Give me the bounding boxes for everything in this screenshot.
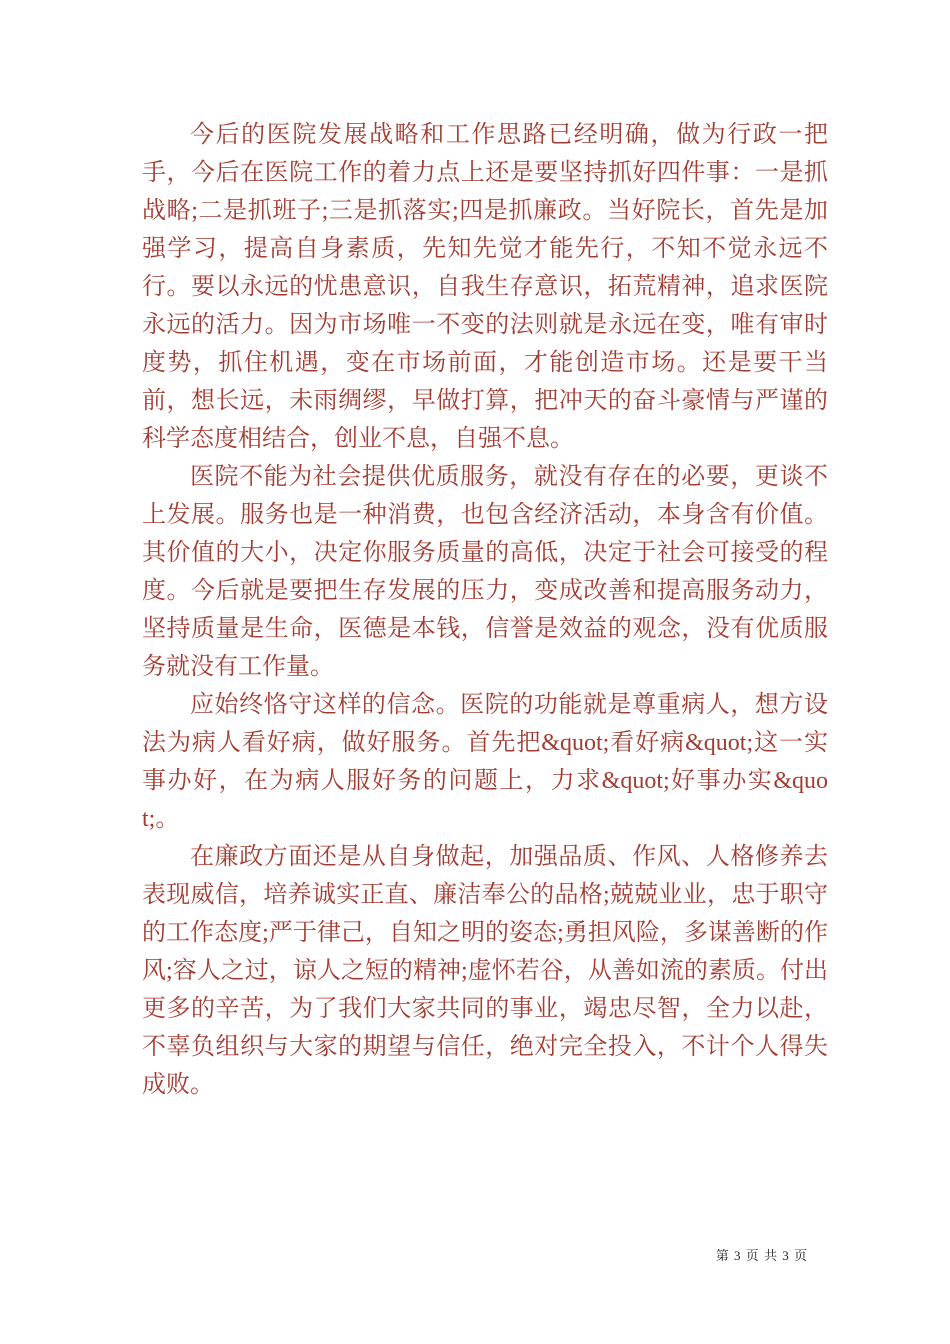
- paragraph: 医院不能为社会提供优质服务，就没有存在的必要，更谈不上发展。服务也是一种消费，也包含经济活动，本身含有价值。其价值的大小，决定你服务质量的高低，决定于社会可接受的程度。今后就是要把生存发展的压力，变成改善和提高服务动力，坚持质量是生命，医德是本钱，信誉是效益的观念，没有优质服务就没有工作量。: [142, 464, 828, 680]
- paragraph: 应始终恪守这样的信念。医院的功能就是尊重病人，想方设法为病人看好病，做好服务。首先把&quot;看好病&quot;这一实事办好，在为病人服好务的问题上，力求&quot;好事办实&quot;。: [142, 692, 828, 832]
- paragraph: 今后的医院发展战略和工作思路已经明确，做为行政一把手，今后在医院工作的着力点上还是要坚持抓好四件事：一是抓战略;二是抓班子;三是抓落实;四是抓廉政。当好院长，首先是加强学习，提高自身素质，先知先觉才能先行，不知不觉永远不行。要以永远的忧患意识，自我生存意识，拓荒精神，追求医院永远的活力。因为市场唯一不变的法则就是永远在变，唯有审时度势，抓住机遇，变在市场前面，才能创造市场。还是要干当前，想长远，未雨绸缪，早做打算，把冲天的奋斗豪情与严谨的科学态度相结合，创业不息，自强不息。: [142, 122, 828, 452]
- page-number: 第 3 页 共 3 页: [715, 1248, 808, 1263]
- document-body: [142, 116, 828, 1104]
- page-footer: [716, 1248, 808, 1264]
- paragraph: 在廉政方面还是从自身做起，加强品质、作风、人格修养去表现威信，培养诚实正直、廉洁奉公的品格;兢兢业业，忠于职守的工作态度;严于律己，自知之明的姿态;勇担风险，多谋善断的作风;容人之过，谅人之短的精神;虚怀若谷，从善如流的素质。付出更多的辛苦，为了我们大家共同的事业，竭忠尽智，全力以赴，不辜负组织与大家的期望与信任，绝对完全投入，不计个人得失成败。: [142, 844, 828, 1098]
